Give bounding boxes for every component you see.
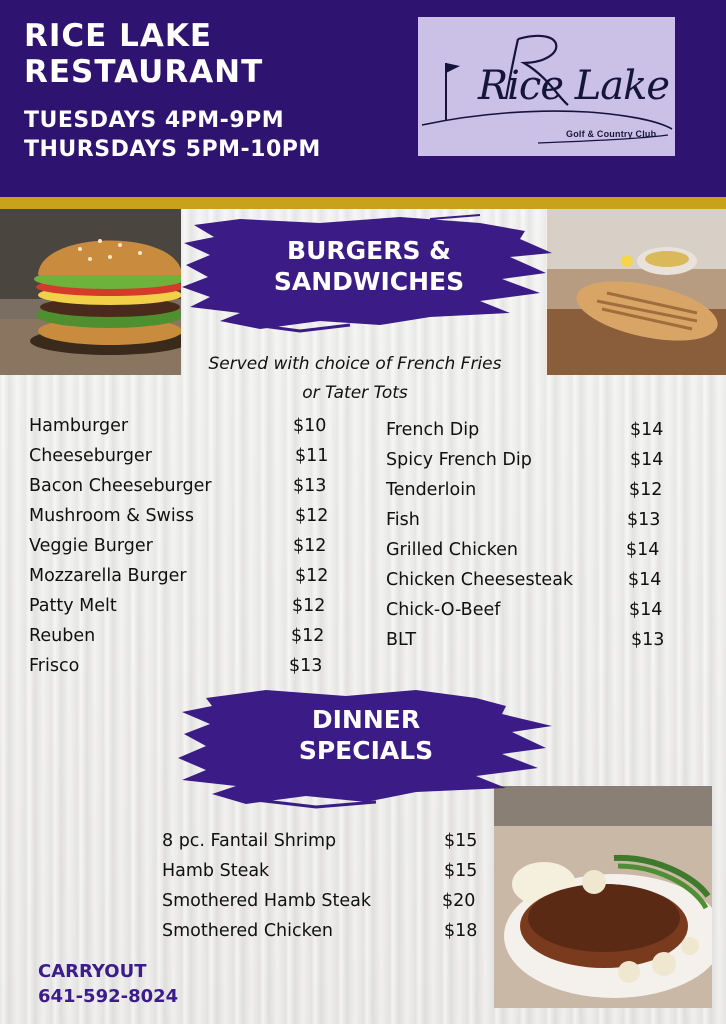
dinner-title-line-2: SPECIALS bbox=[298, 736, 434, 765]
item-price: $11 bbox=[295, 446, 329, 466]
list-item bbox=[386, 540, 666, 564]
restaurant-title bbox=[24, 18, 263, 90]
item-name: Mozzarella Burger bbox=[29, 566, 187, 586]
item-name: BLT bbox=[386, 630, 417, 650]
item-price: $13 bbox=[289, 656, 323, 676]
item-price: $12 bbox=[292, 596, 326, 616]
list-item bbox=[162, 891, 482, 915]
item-name: Smothered Hamb Steak bbox=[162, 891, 372, 911]
item-name: Chicken Cheesesteak bbox=[386, 570, 574, 590]
dinner-section-banner bbox=[176, 684, 556, 809]
list-item bbox=[162, 921, 482, 945]
item-price: $10 bbox=[293, 416, 327, 436]
burgers-section-banner bbox=[180, 213, 558, 335]
item-name: Mushroom & Swiss bbox=[29, 506, 194, 526]
item-price: $20 bbox=[442, 891, 476, 911]
list-item bbox=[29, 626, 329, 650]
title-line-2: RESTAURANT bbox=[24, 54, 264, 90]
item-price: $12 bbox=[295, 506, 329, 526]
item-price: $14 bbox=[630, 450, 664, 470]
list-item bbox=[162, 861, 482, 885]
item-name: Spicy French Dip bbox=[386, 450, 532, 470]
list-item bbox=[386, 630, 666, 654]
item-name: Cheeseburger bbox=[29, 446, 152, 466]
gold-divider-stripe bbox=[0, 197, 726, 209]
list-item bbox=[29, 536, 329, 560]
item-price: $13 bbox=[631, 630, 665, 650]
dinner-banner-title bbox=[176, 704, 556, 766]
list-item bbox=[29, 596, 329, 620]
title-line-1: RICE LAKE bbox=[24, 18, 213, 54]
logo-script-text: Rice Lake bbox=[478, 63, 670, 109]
logo-subtitle: Golf & Country Club bbox=[566, 129, 657, 139]
item-price: $12 bbox=[291, 626, 325, 646]
item-price: $14 bbox=[629, 600, 663, 620]
list-item bbox=[386, 570, 666, 594]
item-name: Reuben bbox=[29, 626, 96, 646]
item-name: Hamb Steak bbox=[162, 861, 270, 881]
sides-note-line-2: or Tater Tots bbox=[302, 383, 408, 403]
list-item bbox=[29, 446, 329, 470]
item-name: 8 pc. Fantail Shrimp bbox=[162, 831, 337, 851]
item-name: Patty Melt bbox=[29, 596, 117, 616]
item-price: $13 bbox=[627, 510, 661, 530]
item-price: $12 bbox=[293, 536, 327, 556]
item-name: Smothered Chicken bbox=[162, 921, 333, 941]
item-name: Frisco bbox=[29, 656, 80, 676]
steak-photo bbox=[494, 786, 712, 1008]
list-item bbox=[162, 831, 482, 855]
carryout-label: CARRYOUT bbox=[38, 961, 147, 982]
hours-tuesday: TUESDAYS 4PM-9PM bbox=[24, 108, 285, 133]
item-price: $14 bbox=[628, 570, 662, 590]
club-logo bbox=[418, 17, 675, 156]
list-item bbox=[386, 600, 666, 624]
item-name: Veggie Burger bbox=[29, 536, 153, 556]
item-name: Tenderloin bbox=[386, 480, 477, 500]
item-price: $12 bbox=[629, 480, 663, 500]
grilled-chicken-photo bbox=[547, 209, 726, 375]
item-price: $15 bbox=[444, 861, 478, 881]
list-item bbox=[29, 476, 329, 500]
list-item bbox=[386, 420, 666, 444]
item-price: $18 bbox=[444, 921, 478, 941]
item-price: $13 bbox=[293, 476, 327, 496]
item-name: Grilled Chicken bbox=[386, 540, 518, 560]
hours-thursday: THURSDAYS 5PM-10PM bbox=[24, 137, 321, 162]
item-name: French Dip bbox=[386, 420, 480, 440]
list-item bbox=[29, 566, 329, 590]
burgers-title-line-2: SANDWICHES bbox=[273, 267, 465, 296]
item-name: Chick-O-Beef bbox=[386, 600, 501, 620]
item-name: Fish bbox=[386, 510, 420, 530]
list-item bbox=[29, 656, 329, 680]
carryout-info bbox=[38, 959, 178, 1009]
item-price: $14 bbox=[630, 420, 664, 440]
opening-hours bbox=[24, 106, 321, 164]
burgers-banner-title bbox=[180, 235, 558, 297]
dinner-title-line-1: DINNER bbox=[311, 705, 421, 734]
list-item bbox=[386, 450, 666, 474]
item-name: Hamburger bbox=[29, 416, 129, 436]
carryout-phone[interactable]: 641-592-8024 bbox=[38, 986, 179, 1007]
item-name: Bacon Cheeseburger bbox=[29, 476, 212, 496]
sides-note-line-1: Served with choice of French Fries bbox=[208, 354, 502, 374]
burger-photo bbox=[0, 209, 181, 375]
list-item bbox=[386, 480, 666, 504]
item-price: $15 bbox=[444, 831, 478, 851]
item-price: $14 bbox=[626, 540, 660, 560]
sides-note bbox=[170, 350, 540, 408]
list-item bbox=[29, 416, 329, 440]
list-item bbox=[29, 506, 329, 530]
item-price: $12 bbox=[295, 566, 329, 586]
list-item bbox=[386, 510, 666, 534]
burgers-title-line-1: BURGERS & bbox=[287, 236, 451, 265]
